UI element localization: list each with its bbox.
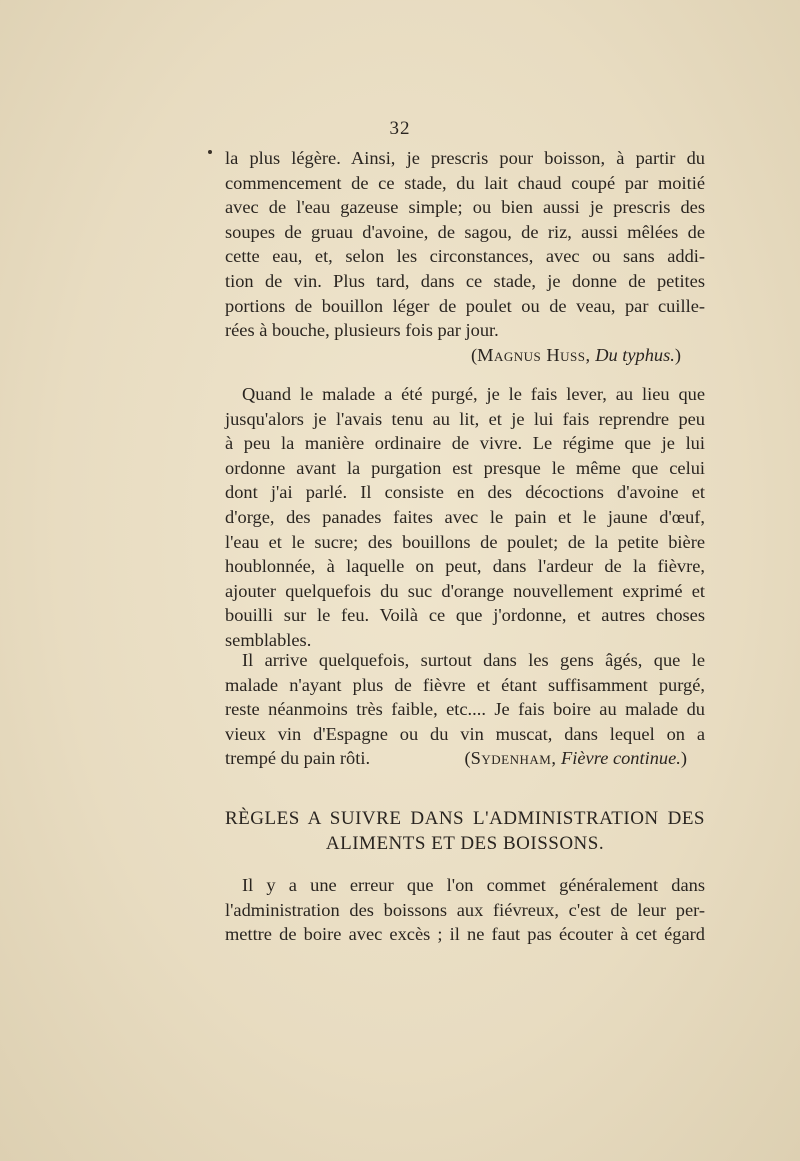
text-line: avec de l'eau gazeuse simple; ou bien aussi je prescris des (225, 197, 705, 218)
heading-line-1: RÈGLES A SUIVRE DANS L'ADMINISTRATION DES (225, 808, 705, 829)
text-line: rées à bouche, plusieurs fois par jour. (225, 320, 499, 341)
text-line: semblables. (225, 629, 312, 650)
citation-huss: (Magnus Huss, Du typhus.) (470, 344, 681, 365)
citation-work: Du typhus. (595, 344, 675, 365)
text-line-with-citation (225, 746, 705, 771)
text-line: tion de vin. Plus tard, dans ce stade, je donne de petites (225, 270, 705, 291)
heading-line-2: ALIMENTS ET DES BOISSONS. (325, 833, 605, 854)
text-line: Il arrive quelquefois, surtout dans les gens âgés, que le (242, 650, 705, 670)
text-line: trempé du pain rôti. (225, 748, 371, 769)
text-line: bouilli sur le feu. Voilà ce que j'ordonne, et autres choses (225, 605, 705, 626)
text-line: mettre de boire avec excès ; il ne faut pas écouter à cet égard (225, 924, 705, 945)
page-number: 32 (389, 118, 411, 139)
text-line: ordonne avant la purgation est presque le même que celui (225, 457, 705, 478)
citation-work: Fièvre continue. (561, 748, 681, 769)
text-line: dont j'ai parlé. Il consiste en des décoctions d'avoine et (225, 482, 705, 503)
text-line: soupes de gruau d'avoine, de sagou, de riz, aussi mêlées de (225, 221, 705, 242)
text-line: jusqu'alors je l'avais tenu au lit, et je lui fais reprendre peu (225, 408, 705, 429)
text-line: cette eau, et, selon les circonstances, avec ou sans addi- (225, 246, 705, 267)
text-line: l'administration des boissons aux fiévreux, c'est de leur per- (225, 899, 705, 920)
paragraph-elderly-patients (225, 648, 705, 771)
paragraph-drink-excess (225, 873, 705, 947)
text-line: vieux vin d'Espagne ou du vin muscat, dans lequel on a (225, 723, 705, 744)
ink-speck (208, 150, 212, 154)
citation-sydenham: (Sydenham, Fièvre continue.) (464, 748, 687, 769)
text-line: Il y a une erreur que l'on commet généralement dans (242, 875, 705, 895)
citation-author: Sydenham, (470, 748, 557, 769)
text-line: houblonnée, à laquelle on peut, dans l'ardeur de la fièvre, (225, 556, 705, 577)
text-line: Quand le malade a été purgé, je le fais lever, au lieu que (242, 384, 705, 404)
text-line: d'orge, des panades faites avec le pain et le jaune d'œuf, (225, 506, 705, 527)
text-line: commencement de ce stade, du lait chaud coupé par moitié (225, 172, 705, 193)
text-line: reste néanmoins très faible, etc.... Je fais boire au malade du (225, 699, 705, 720)
paragraph-sydenham-quote (225, 382, 705, 653)
section-heading (225, 806, 705, 856)
citation-author: Magnus Huss, (477, 344, 591, 365)
text-line: portions de bouillon léger de poulet ou de veau, par cuille- (225, 295, 705, 316)
text-line: à peu la manière ordinaire de vivre. Le régime que je lui (225, 433, 705, 454)
text-line: la plus légère. Ainsi, je prescris pour boisson, à partir du (225, 148, 705, 168)
text-line: l'eau et le sucre; des bouillons de poulet; de la petite bière (225, 531, 705, 552)
text-line: malade n'ayant plus de fièvre et étant suffisamment purgé, (225, 674, 705, 695)
paragraph-huss-quote (225, 146, 705, 367)
text-line: ajouter quelquefois du suc d'orange nouvellement exprimé et (225, 580, 705, 601)
